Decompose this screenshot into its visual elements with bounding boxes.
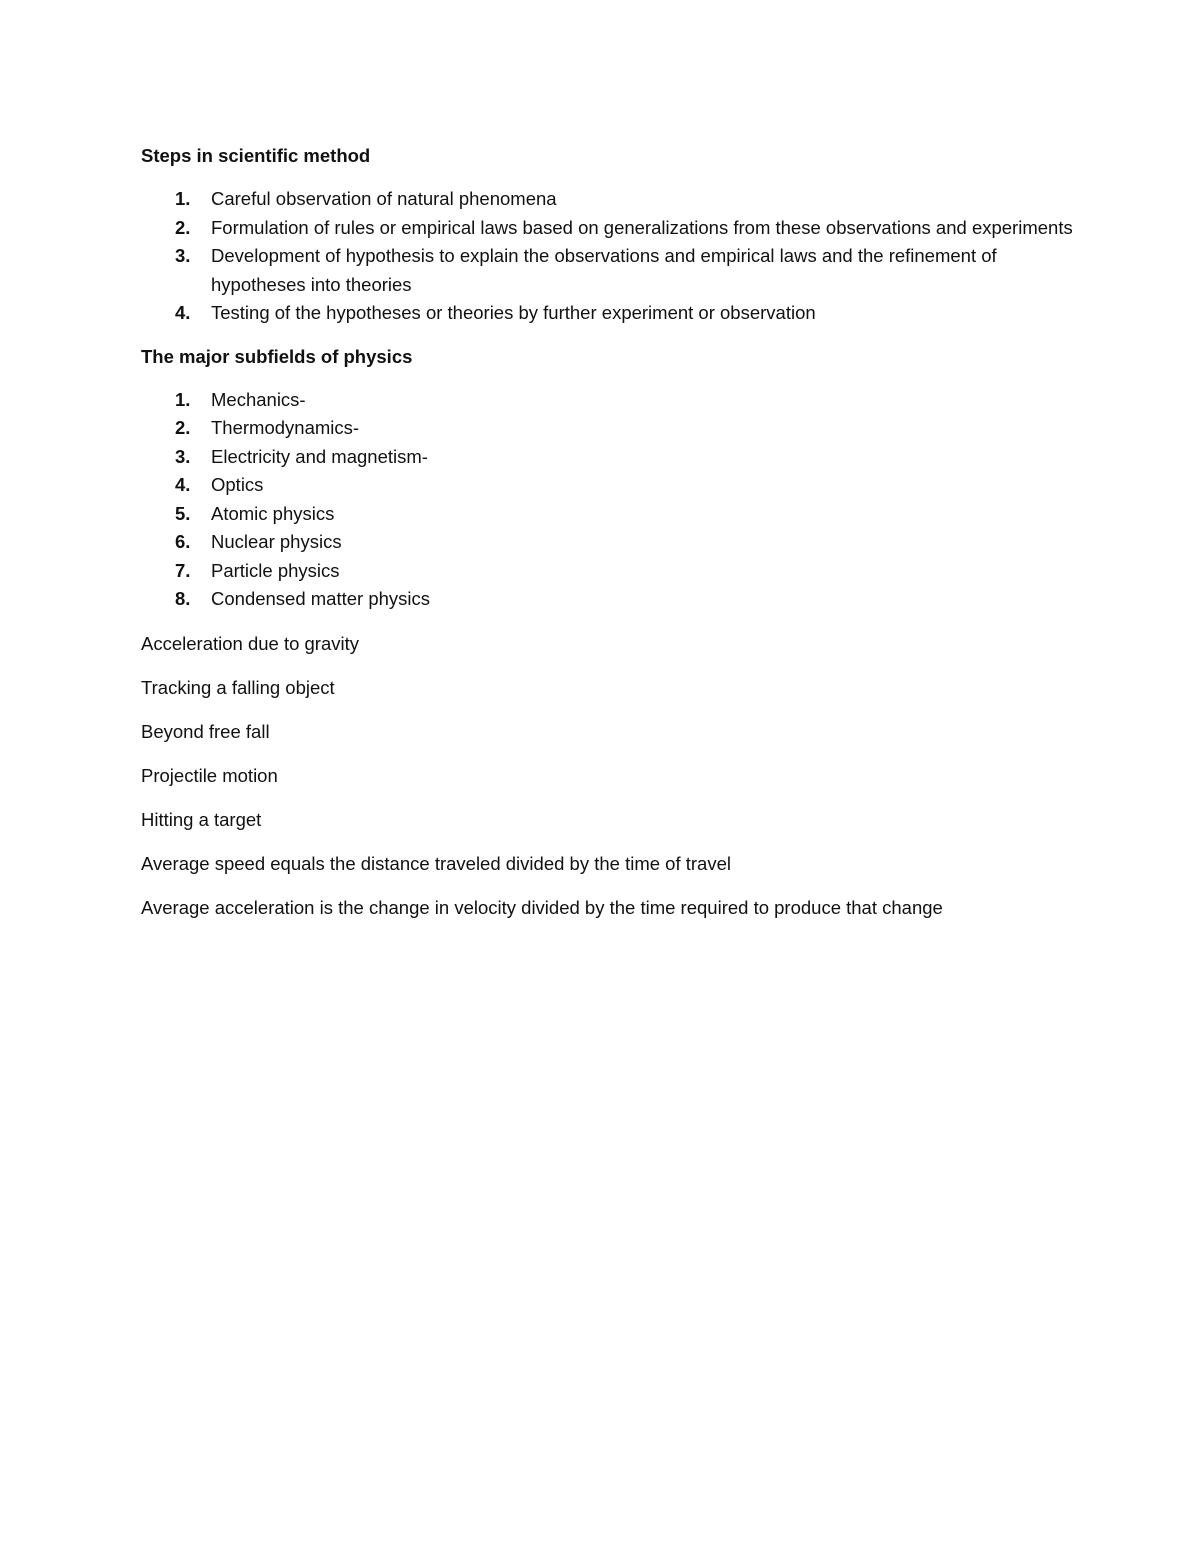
- list-text: Thermodynamics-: [211, 417, 360, 438]
- list-text: Optics: [211, 474, 264, 495]
- list-text: Particle physics: [211, 559, 340, 581]
- list-text: Development of hypothesis to explain the observations and empirical laws and the refinement of hypotheses into theories: [211, 245, 997, 295]
- list-text: Atomic physics: [211, 502, 335, 524]
- list-text: Careful observation of natural phenomena: [211, 188, 557, 209]
- list-item: [141, 443, 1081, 472]
- list-number: 4.: [175, 302, 191, 323]
- list-item: [141, 214, 1081, 243]
- list-text: Testing of the hypotheses or theories by further experiment or observation: [211, 302, 816, 323]
- list-number: 1.: [175, 188, 191, 209]
- list-number: 1.: [175, 388, 191, 410]
- list-item: [141, 414, 1081, 443]
- list-number: 3.: [175, 245, 191, 266]
- list-item: [141, 386, 1081, 415]
- list-number: 2.: [175, 417, 191, 438]
- list-number: 6.: [175, 531, 191, 552]
- paragraph-hitting-target: Hitting a target: [141, 808, 262, 830]
- list-item: [141, 185, 1081, 214]
- list-item: [141, 242, 1081, 299]
- subfields-heading: The major subfields of physics: [141, 345, 413, 367]
- list-text: Condensed matter physics: [211, 588, 431, 609]
- steps-heading: Steps in scientific method: [141, 145, 371, 166]
- list-item: [141, 585, 1081, 614]
- paragraph-acceleration-gravity: Acceleration due to gravity: [141, 632, 360, 654]
- paragraph-beyond-free-fall: Beyond free fall: [141, 720, 270, 742]
- subfields-list: [141, 386, 1081, 614]
- list-text: Formulation of rules or empirical laws based on generalizations from these observations and experiments: [211, 216, 1073, 238]
- steps-list: [141, 185, 1081, 328]
- list-text: Mechanics-: [211, 388, 306, 410]
- list-item: [141, 471, 1081, 500]
- paragraph-average-speed: Average speed equals the distance traveled divided by the time of travel: [141, 852, 731, 874]
- list-item: [141, 299, 1081, 328]
- list-number: 8.: [175, 588, 191, 609]
- list-item: [141, 557, 1081, 586]
- list-number: 2.: [175, 216, 191, 238]
- paragraph-projectile-motion: Projectile motion: [141, 764, 278, 786]
- list-number: 7.: [175, 559, 191, 581]
- list-item: [141, 528, 1081, 557]
- paragraph-tracking-falling-object: Tracking a falling object: [141, 676, 335, 698]
- paragraph-average-acceleration: Average acceleration is the change in velocity divided by the time required to produce that change: [141, 896, 943, 918]
- document-page: [141, 142, 1081, 922]
- list-item: [141, 500, 1081, 529]
- list-text: Electricity and magnetism-: [211, 445, 428, 467]
- list-number: 4.: [175, 474, 191, 495]
- list-number: 3.: [175, 445, 191, 467]
- list-number: 5.: [175, 502, 191, 524]
- list-text: Nuclear physics: [211, 531, 342, 552]
